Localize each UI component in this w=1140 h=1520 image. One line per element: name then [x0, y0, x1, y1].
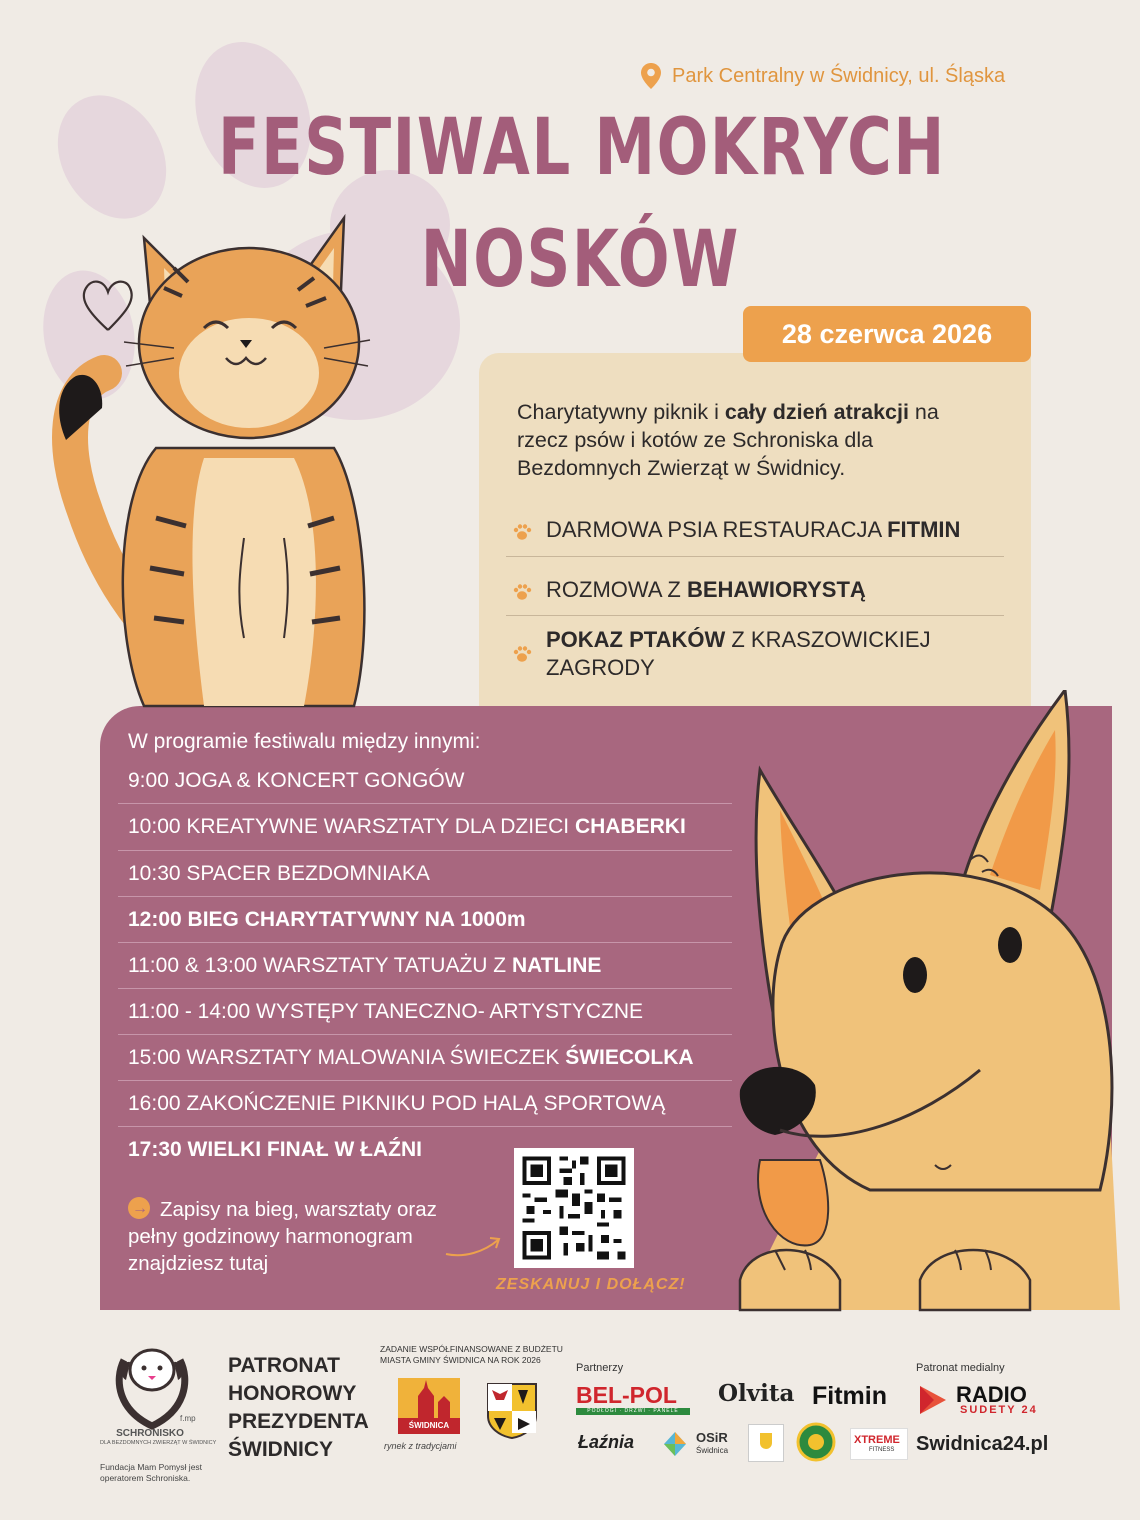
city-coat-of-arms — [480, 1380, 544, 1440]
signup-note — [128, 1196, 448, 1277]
arrow-right-icon — [128, 1197, 150, 1219]
event-date-badge: 28 czerwca 2026 — [743, 306, 1031, 362]
feature-divider — [506, 556, 1004, 557]
program-item: 9:00 JOGA & KONCERT GONGÓW — [128, 769, 465, 792]
sponsor-badge-logo — [748, 1424, 784, 1462]
program-item: 15:00 WARSZTATY MALOWANIA ŚWIECZEK ŚWIECOLKA — [128, 1046, 694, 1069]
feature-item — [506, 576, 1004, 604]
curved-arrow-icon — [444, 1230, 504, 1260]
fmp-label: f.mp — [180, 1414, 196, 1423]
paw-icon — [512, 522, 532, 542]
osir-logo: OSiR — [696, 1430, 728, 1445]
qr-label: ZESKANUJ I DOŁĄCZ! — [496, 1276, 686, 1293]
osir-city: Świdnica — [696, 1446, 729, 1455]
radio-logo: RADIO SUDETY 24 — [916, 1382, 1048, 1416]
program-item: 10:30 SPACER BEZDOMNIAKA — [128, 862, 430, 885]
operator-note: Fundacja Mam Pomysł jest operatorem Schroniska. — [100, 1462, 203, 1483]
osir-diamond-icon — [656, 1430, 694, 1458]
laznia-logo: Łaźnia — [578, 1432, 635, 1452]
intro-part-2: na rzecz psów i kotów ze Schroniska dla Bezdomnych Zwierząt w Świdnicy. — [517, 400, 939, 480]
feature-text: DARMOWA PSIA RESTAURACJA FITMIN — [546, 517, 961, 542]
fitmin-logo: Fitmin — [812, 1382, 887, 1410]
paw-icon — [512, 582, 532, 602]
title-line-2: NOSKÓW — [420, 215, 740, 305]
swidnica24-logo: Swidnica24.pl — [916, 1433, 1049, 1455]
program-item: 11:00 - 14:00 WYSTĘPY TANECZNO- ARTYSTYCZNE — [128, 1000, 644, 1023]
partners-label: Partnerzy — [576, 1362, 624, 1374]
intro-bold: cały dzień atrakcji — [724, 400, 909, 424]
feature-text: ROZMOWA Z BEHAWIORYSTĄ — [546, 577, 866, 602]
program-heading: W programie festiwalu między innymi: — [128, 730, 481, 753]
signup-qr-code[interactable] — [514, 1148, 634, 1268]
intro-text — [517, 398, 987, 482]
program-item: 12:00 BIEG CHARYTATYWNY NA 1000m — [128, 908, 526, 931]
location-text: Park Centralny w Świdnicy, ul. Śląska — [672, 64, 1006, 87]
belpol-name: BEL-POL — [576, 1382, 677, 1408]
swidnica-logo — [398, 1378, 460, 1434]
club-crest-logo — [796, 1422, 836, 1462]
olvita-logo: Olvita — [718, 1380, 795, 1407]
play-icon — [916, 1384, 948, 1416]
xtreme-fitness-logo: XTREME FITNESS — [850, 1428, 908, 1460]
feature-divider — [506, 615, 1004, 616]
media-patronage-label: Patronat medialny — [916, 1362, 1005, 1374]
title-line-1: FESTIWAL MOKRYCH — [218, 103, 946, 193]
intro-part-1: Charytatywny piknik i — [517, 400, 725, 424]
belpol-logo — [576, 1382, 690, 1414]
location-pin-icon — [640, 62, 662, 90]
swidnica-slogan: rynek z tradycjami — [384, 1441, 457, 1451]
honorary-patronage: PATRONAT HONOROWY PREZYDENTA ŚWIDNICY — [228, 1354, 369, 1461]
signup-text: Zapisy na bieg, warsztaty oraz pełny godzinowy harmonogram znajdziesz tutaj — [128, 1198, 437, 1275]
paw-icon — [512, 644, 532, 664]
dog-illustration — [720, 690, 1140, 1320]
feature-text: POKAZ PTAKÓW Z KRASZOWICKIEJ ZAGRODY — [546, 627, 931, 680]
program-item: 16:00 ZAKOŃCZENIE PIKNIKU POD HALĄ SPORTOWĄ — [128, 1092, 666, 1115]
program-item: 11:00 & 13:00 WARSZTATY TATUAŻU Z NATLINE — [128, 954, 602, 977]
event-location — [640, 62, 1005, 90]
feature-item — [506, 516, 1004, 544]
budget-note: ZADANIE WSPÓŁFINANSOWANE Z BUDŻETU MIASTA GMINY ŚWIDNICA NA ROK 2026 — [380, 1344, 563, 1365]
swidnica-logo-text: ŚWIDNICA — [398, 1418, 460, 1434]
program-item: 10:00 KREATYWNE WARSZTATY DLA DZIECI CHABERKI — [128, 815, 686, 838]
shelter-subtitle: DLA BEZDOMNYCH ZWIERZĄT W ŚWIDNICY — [100, 1440, 217, 1446]
program-item: 17:30 WIELKI FINAŁ W ŁAŹNI — [128, 1138, 422, 1161]
feature-item — [506, 626, 946, 682]
shelter-name: SCHRONISKO — [116, 1428, 184, 1439]
cat-illustration — [44, 198, 374, 718]
belpol-tagline: PODŁOGI · DRZWI · PANELE — [576, 1408, 690, 1415]
